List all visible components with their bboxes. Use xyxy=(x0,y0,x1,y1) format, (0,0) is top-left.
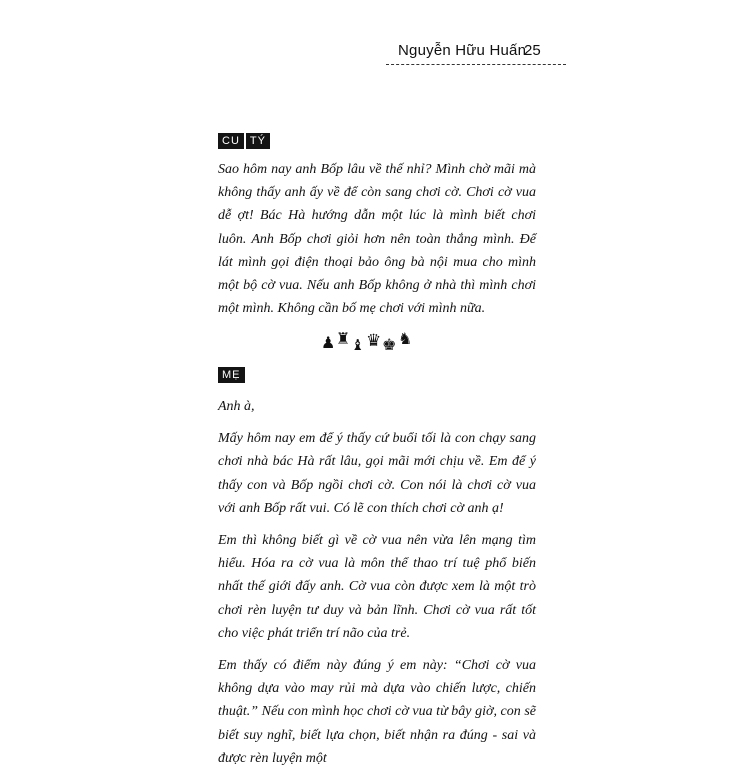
running-header xyxy=(386,42,566,66)
chess-piece-glyph: ♞ xyxy=(398,329,413,348)
chess-pieces-icon xyxy=(318,326,418,354)
cu-ty-monologue xyxy=(218,158,536,320)
chess-piece-glyph: ♟ xyxy=(321,333,336,352)
me-letter xyxy=(218,395,536,770)
header-author: Nguyễn Hữu Huấn xyxy=(398,42,527,59)
speaker-tag-part: TÝ xyxy=(246,133,270,149)
chess-piece-glyph: ♛ xyxy=(366,331,382,351)
speaker-tag-cu-ty xyxy=(218,133,270,149)
chess-piece-glyph: ♝ xyxy=(351,336,365,354)
chess-piece-glyph: ♜ xyxy=(336,329,351,348)
paragraph: Mấy hôm nay em để ý thấy cứ buổi tối là con chạy sang chơi nhà bác Hà rất lâu, gọi mãi mới chịu về. Em để ý thấy con và Bốp ngồi chơi cờ. Con nói là chơi cờ vua với anh Bốp rất vui. Có lẽ con thích chơi cờ anh ạ! xyxy=(218,431,536,516)
chess-piece-glyph: ♚ xyxy=(382,335,397,354)
speaker-tag-part: MẸ xyxy=(218,367,245,383)
header-divider xyxy=(386,64,566,65)
paragraph: Anh à, xyxy=(218,399,255,414)
page-number: 25 xyxy=(524,42,541,59)
speaker-tag-part: CU xyxy=(218,133,244,149)
paragraph: Em thấy có điểm này đúng ý em này: “Chơi cờ vua không dựa vào may rủi mà dựa vào chiến lược, chiến thuật.” Nếu con mình học chơi cờ vua từ bây giờ, con sẽ biết suy nghĩ, biết lựa chọn, biết nhận ra đúng - sai và được rèn luyện một xyxy=(218,658,536,766)
paragraph: Sao hôm nay anh Bốp lâu về thế nhỉ? Mình chờ mãi mà không thấy anh ấy về để còn sang chơi cờ. Chơi cờ vua dễ ợt! Bác Hà hướng dẫn một lúc là mình biết chơi luôn. Anh Bốp chơi giỏi hơn nên toàn thắng mình. Để lát mình gọi điện thoại bảo ông bà nội mua cho mình một bộ cờ vua. Nếu anh Bốp không ở nhà thì mình chơi một mình. Không cần bố mẹ chơi với mình nữa. xyxy=(218,162,536,317)
paragraph: Em thì không biết gì về cờ vua nên vừa lên mạng tìm hiểu. Hóa ra cờ vua là môn thể thao trí tuệ phổ biến nhất thế giới đấy anh. Cờ vua còn được xem là một trò chơi rèn luyện tư duy và bản lĩnh. Chơi cờ vua rất tốt cho việc phát triển trí não của trẻ. xyxy=(218,533,536,641)
speaker-tag-me xyxy=(218,367,245,383)
